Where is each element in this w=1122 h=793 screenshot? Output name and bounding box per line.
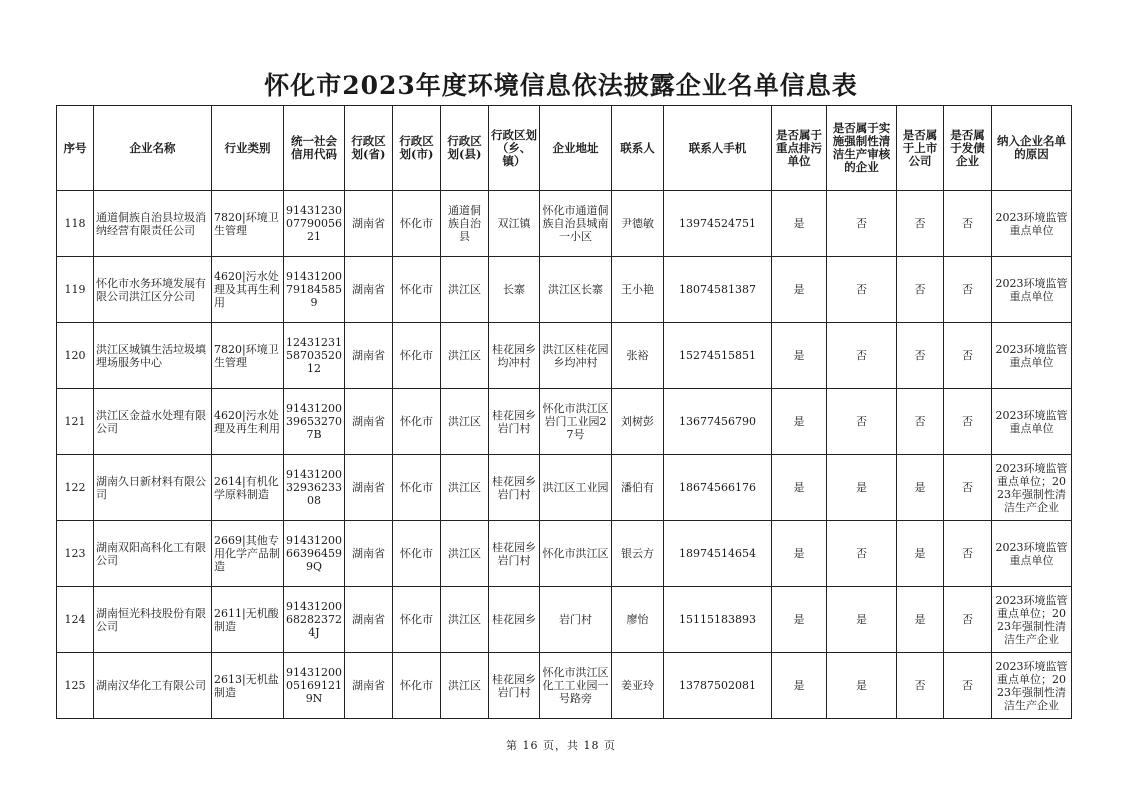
page-title: 怀化市2023年度环境信息依法披露企业名单信息表 bbox=[264, 71, 858, 100]
cell-province: 湖南省 bbox=[345, 257, 393, 323]
cell-town: 桂花园乡岩门村 bbox=[489, 389, 540, 455]
cell-credit-code: 914312003293623308 bbox=[284, 455, 345, 521]
cell-bond-issuer: 否 bbox=[944, 323, 992, 389]
cell-contact-phone: 18074581387 bbox=[664, 257, 772, 323]
cell-contact-person: 潘伯有 bbox=[612, 455, 664, 521]
header-cell: 联系人 bbox=[612, 106, 664, 191]
cell-address: 岩门村 bbox=[540, 587, 612, 653]
header-cell: 企业地址 bbox=[540, 106, 612, 191]
cell-address: 怀化市洪江区岩门工业园27号 bbox=[540, 389, 612, 455]
cell-contact-phone: 18974514654 bbox=[664, 521, 772, 587]
cell-province: 湖南省 bbox=[345, 323, 393, 389]
cell-credit-code: 914312006828237​24J bbox=[284, 587, 345, 653]
page-footer: 第 16 页，共 18 页 bbox=[506, 739, 616, 752]
cell-key-polluter: 是 bbox=[772, 389, 827, 455]
cell-cleaner-production: 否 bbox=[827, 191, 897, 257]
cell-row-number: 118 bbox=[57, 191, 94, 257]
cell-contact-person: 王小艳 bbox=[612, 257, 664, 323]
cell-contact-phone: 15274515851 bbox=[664, 323, 772, 389]
cell-company-name: 湖南恒光科技股份有限公司 bbox=[94, 587, 212, 653]
header-cell: 纳入企业名单的原因 bbox=[992, 106, 1072, 191]
cell-credit-code: 914312300779005621 bbox=[284, 191, 345, 257]
cell-town: 桂花园乡岩门村 bbox=[489, 455, 540, 521]
cell-contact-person: 银云方 bbox=[612, 521, 664, 587]
cell-company-name: 洪江区城镇生活垃圾填埋场服务中心 bbox=[94, 323, 212, 389]
cell-credit-code: 914312003965327​07B bbox=[284, 389, 345, 455]
cell-county: 洪江区 bbox=[441, 587, 489, 653]
cell-county: 洪江区 bbox=[441, 455, 489, 521]
cell-province: 湖南省 bbox=[345, 191, 393, 257]
cell-address: 怀化市通道侗族自治县城南一小区 bbox=[540, 191, 612, 257]
cell-contact-person: 张裕 bbox=[612, 323, 664, 389]
header-cell: 行政区划(省) bbox=[345, 106, 393, 191]
table-body bbox=[57, 191, 1072, 719]
cell-industry-category: 4620|污水处理及再生利用 bbox=[212, 389, 284, 455]
cell-town: 长寨 bbox=[489, 257, 540, 323]
header-cell: 是否属于重点排污单位 bbox=[772, 106, 827, 191]
cell-industry-category: 2669|其他专用化学产品制造 bbox=[212, 521, 284, 587]
cell-key-polluter: 是 bbox=[772, 257, 827, 323]
cell-inclusion-reason: 2023环境监管重点单位 bbox=[992, 389, 1072, 455]
cell-key-polluter: 是 bbox=[772, 323, 827, 389]
cell-address: 怀化市洪江区化工工业园一号路旁 bbox=[540, 653, 612, 719]
table-header-row bbox=[57, 106, 1072, 191]
cell-key-polluter: 是 bbox=[772, 191, 827, 257]
header-cell: 企业名称 bbox=[94, 106, 212, 191]
cell-city: 怀化市 bbox=[393, 653, 441, 719]
enterprise-table bbox=[56, 105, 1072, 719]
cell-inclusion-reason: 2023环境监管重点单位 bbox=[992, 323, 1072, 389]
cell-industry-category: 7820|环境卫生管理 bbox=[212, 191, 284, 257]
cell-cleaner-production: 是 bbox=[827, 455, 897, 521]
cell-town: 桂花园乡 bbox=[489, 587, 540, 653]
cell-province: 湖南省 bbox=[345, 521, 393, 587]
cell-city: 怀化市 bbox=[393, 455, 441, 521]
header-cell: 序号 bbox=[57, 106, 94, 191]
cell-listed-company: 是 bbox=[897, 455, 944, 521]
cell-contact-person: 刘树彭 bbox=[612, 389, 664, 455]
cell-city: 怀化市 bbox=[393, 323, 441, 389]
cell-inclusion-reason: 2023环境监管重点单位 bbox=[992, 191, 1072, 257]
cell-company-name: 通道侗族自治县垃圾消纳经营有限责任公司 bbox=[94, 191, 212, 257]
table-row bbox=[57, 323, 1072, 389]
table-row bbox=[57, 587, 1072, 653]
table-row bbox=[57, 191, 1072, 257]
table-row bbox=[57, 521, 1072, 587]
cell-listed-company: 是 bbox=[897, 521, 944, 587]
cell-key-polluter: 是 bbox=[772, 521, 827, 587]
cell-credit-code: 914312006639645​99Q bbox=[284, 521, 345, 587]
cell-row-number: 120 bbox=[57, 323, 94, 389]
cell-county: 洪江区 bbox=[441, 323, 489, 389]
cell-province: 湖南省 bbox=[345, 587, 393, 653]
cell-cleaner-production: 否 bbox=[827, 389, 897, 455]
cell-city: 怀化市 bbox=[393, 191, 441, 257]
cell-contact-phone: 13787502081 bbox=[664, 653, 772, 719]
cell-county: 洪江区 bbox=[441, 257, 489, 323]
cell-listed-company: 是 bbox=[897, 587, 944, 653]
header-cell: 联系人手机 bbox=[664, 106, 772, 191]
cell-address: 洪江区桂花园乡均冲村 bbox=[540, 323, 612, 389]
header-cell: 行政区划(市) bbox=[393, 106, 441, 191]
cell-city: 怀化市 bbox=[393, 389, 441, 455]
table-row bbox=[57, 653, 1072, 719]
cell-industry-category: 2611|无机酸制造 bbox=[212, 587, 284, 653]
header-cell: 是否属于上市公司 bbox=[897, 106, 944, 191]
cell-contact-phone: 13974524751 bbox=[664, 191, 772, 257]
cell-contact-person: 廖怡 bbox=[612, 587, 664, 653]
cell-province: 湖南省 bbox=[345, 653, 393, 719]
cell-contact-phone: 18674566176 bbox=[664, 455, 772, 521]
cell-company-name: 湖南双阳高科化工有限公司 bbox=[94, 521, 212, 587]
cell-province: 湖南省 bbox=[345, 389, 393, 455]
cell-credit-code: 914312000516912​19N bbox=[284, 653, 345, 719]
cell-bond-issuer: 否 bbox=[944, 521, 992, 587]
header-cell: 是否属于发债企业 bbox=[944, 106, 992, 191]
cell-bond-issuer: 否 bbox=[944, 389, 992, 455]
cell-company-name: 湖南汉华化工有限公司 bbox=[94, 653, 212, 719]
cell-company-name: 怀化市水务环境发展有限公司洪江区分公司 bbox=[94, 257, 212, 323]
header-cell: 统一社会信用代码 bbox=[284, 106, 345, 191]
cell-town: 双江镇 bbox=[489, 191, 540, 257]
cell-contact-phone: 13677456790 bbox=[664, 389, 772, 455]
cell-county: 洪江区 bbox=[441, 653, 489, 719]
cell-listed-company: 否 bbox=[897, 191, 944, 257]
cell-city: 怀化市 bbox=[393, 257, 441, 323]
header-cell: 行政区划(县) bbox=[441, 106, 489, 191]
cell-town: 桂花园乡岩门村 bbox=[489, 521, 540, 587]
table-row bbox=[57, 257, 1072, 323]
header-cell: 行政区划（乡、镇） bbox=[489, 106, 540, 191]
cell-key-polluter: 是 bbox=[772, 587, 827, 653]
cell-city: 怀化市 bbox=[393, 521, 441, 587]
header-cell: 是否属于实施强制性清洁生产审核的企业 bbox=[827, 106, 897, 191]
cell-credit-code: 12431231587035201​2 bbox=[284, 323, 345, 389]
cell-key-polluter: 是 bbox=[772, 455, 827, 521]
cell-cleaner-production: 否 bbox=[827, 323, 897, 389]
cell-company-name: 洪江区金益水处理有限公司 bbox=[94, 389, 212, 455]
cell-row-number: 119 bbox=[57, 257, 94, 323]
cell-address: 怀化市洪江区 bbox=[540, 521, 612, 587]
cell-bond-issuer: 否 bbox=[944, 653, 992, 719]
header-cell: 行业类别 bbox=[212, 106, 284, 191]
cell-listed-company: 否 bbox=[897, 323, 944, 389]
cell-industry-category: 7820|环境卫生管理 bbox=[212, 323, 284, 389]
cell-province: 湖南省 bbox=[345, 455, 393, 521]
cell-cleaner-production: 是 bbox=[827, 653, 897, 719]
table-row bbox=[57, 389, 1072, 455]
cell-county: 洪江区 bbox=[441, 521, 489, 587]
cell-row-number: 121 bbox=[57, 389, 94, 455]
cell-inclusion-reason: 2023环境监管重点单位；2023年强制性清洁生产企业 bbox=[992, 455, 1072, 521]
cell-industry-category: 2613|无机盐制造 bbox=[212, 653, 284, 719]
cell-industry-category: 4620|污水处理及其再生利用 bbox=[212, 257, 284, 323]
cell-address: 洪江区工业园 bbox=[540, 455, 612, 521]
cell-address: 洪江区长寨 bbox=[540, 257, 612, 323]
cell-inclusion-reason: 2023环境监管重点单位；2023年强制性清洁生产企业 bbox=[992, 653, 1072, 719]
cell-bond-issuer: 否 bbox=[944, 257, 992, 323]
cell-row-number: 124 bbox=[57, 587, 94, 653]
cell-bond-issuer: 否 bbox=[944, 191, 992, 257]
cell-row-number: 122 bbox=[57, 455, 94, 521]
cell-row-number: 123 bbox=[57, 521, 94, 587]
cell-inclusion-reason: 2023环境监管重点单位；2023年强制性清洁生产企业 bbox=[992, 587, 1072, 653]
cell-industry-category: 2614|有机化学原料制造 bbox=[212, 455, 284, 521]
cell-cleaner-production: 否 bbox=[827, 521, 897, 587]
cell-listed-company: 否 bbox=[897, 257, 944, 323]
cell-credit-code: 91431200791845859 bbox=[284, 257, 345, 323]
cell-city: 怀化市 bbox=[393, 587, 441, 653]
cell-county: 洪江区 bbox=[441, 389, 489, 455]
cell-row-number: 125 bbox=[57, 653, 94, 719]
cell-contact-person: 尹德敏 bbox=[612, 191, 664, 257]
cell-key-polluter: 是 bbox=[772, 653, 827, 719]
cell-cleaner-production: 是 bbox=[827, 587, 897, 653]
cell-town: 桂花园乡均冲村 bbox=[489, 323, 540, 389]
table-row bbox=[57, 455, 1072, 521]
cell-bond-issuer: 否 bbox=[944, 587, 992, 653]
cell-county: 通道侗族自治县 bbox=[441, 191, 489, 257]
cell-inclusion-reason: 2023环境监管重点单位 bbox=[992, 521, 1072, 587]
cell-listed-company: 否 bbox=[897, 653, 944, 719]
cell-company-name: 湖南久日新材料有限公司 bbox=[94, 455, 212, 521]
cell-inclusion-reason: 2023环境监管重点单位 bbox=[992, 257, 1072, 323]
cell-contact-person: 姜亚玲 bbox=[612, 653, 664, 719]
cell-bond-issuer: 否 bbox=[944, 455, 992, 521]
cell-town: 桂花园乡岩门村 bbox=[489, 653, 540, 719]
cell-contact-phone: 15115183893 bbox=[664, 587, 772, 653]
cell-listed-company: 否 bbox=[897, 389, 944, 455]
cell-cleaner-production: 否 bbox=[827, 257, 897, 323]
